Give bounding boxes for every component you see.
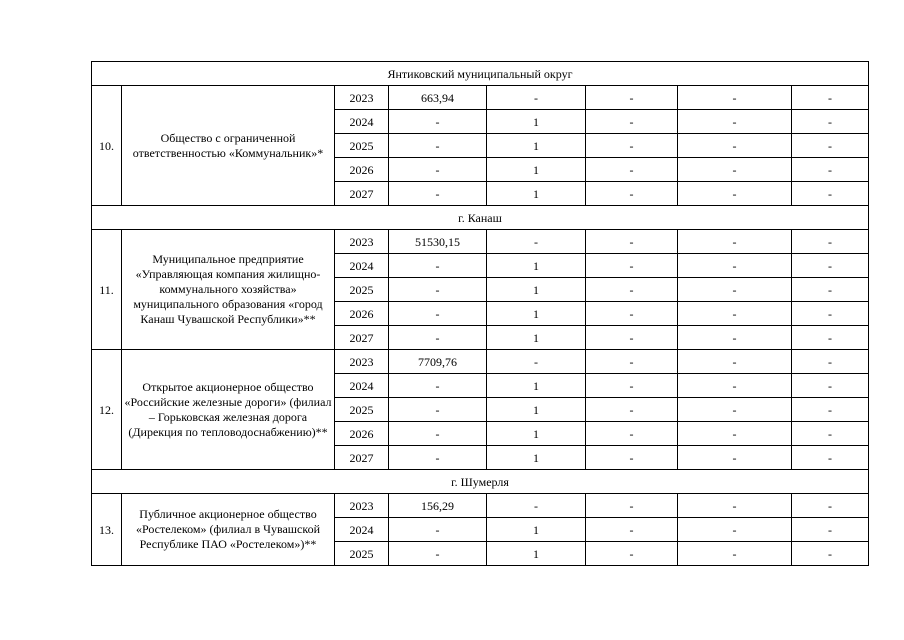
value-col-5: - — [792, 302, 869, 326]
value-col-5: - — [792, 110, 869, 134]
value-col-2: 1 — [487, 374, 586, 398]
value-col-2: 1 — [487, 446, 586, 470]
value-col-1: 663,94 — [389, 86, 487, 110]
row-number: 12. — [92, 350, 122, 470]
row-number: 13. — [92, 494, 122, 566]
value-col-2: - — [487, 350, 586, 374]
year-cell: 2026 — [335, 302, 389, 326]
year-cell: 2025 — [335, 278, 389, 302]
value-col-4: - — [678, 86, 792, 110]
year-cell: 2025 — [335, 542, 389, 566]
section-header-row — [92, 62, 869, 86]
year-cell: 2024 — [335, 374, 389, 398]
value-col-2: 1 — [487, 326, 586, 350]
year-cell: 2027 — [335, 446, 389, 470]
value-col-3: - — [586, 110, 678, 134]
year-cell: 2023 — [335, 350, 389, 374]
value-col-5: - — [792, 158, 869, 182]
value-col-2: 1 — [487, 422, 586, 446]
value-col-5: - — [792, 134, 869, 158]
value-col-2: 1 — [487, 110, 586, 134]
value-col-2: 1 — [487, 542, 586, 566]
year-cell: 2027 — [335, 182, 389, 206]
value-col-2: 1 — [487, 398, 586, 422]
table-row — [92, 350, 869, 374]
organization-name: Публичное акционерное общество «Ростелеком» (филиал в Чувашской Республике ПАО «Ростелеком»)** — [122, 494, 335, 566]
value-col-3: - — [586, 302, 678, 326]
value-col-5: - — [792, 350, 869, 374]
value-col-1: - — [389, 302, 487, 326]
value-col-5: - — [792, 374, 869, 398]
section-header-row — [92, 470, 869, 494]
section-title: г. Канаш — [92, 206, 869, 230]
value-col-5: - — [792, 278, 869, 302]
value-col-1: - — [389, 254, 487, 278]
section-title: г. Шумерля — [92, 470, 869, 494]
value-col-1: - — [389, 542, 487, 566]
value-col-3: - — [586, 230, 678, 254]
value-col-1: - — [389, 422, 487, 446]
value-col-2: 1 — [487, 278, 586, 302]
value-col-2: - — [487, 230, 586, 254]
value-col-3: - — [586, 374, 678, 398]
value-col-3: - — [586, 542, 678, 566]
table-row — [92, 86, 869, 110]
value-col-4: - — [678, 374, 792, 398]
value-col-3: - — [586, 518, 678, 542]
value-col-5: - — [792, 86, 869, 110]
value-col-4: - — [678, 134, 792, 158]
value-col-1: 7709,76 — [389, 350, 487, 374]
value-col-2: 1 — [487, 158, 586, 182]
value-col-3: - — [586, 350, 678, 374]
organization-name: Муниципальное предприятие «Управляющая компания жилищно-коммунального хозяйства» муниципального образования «город Канаш Чувашской Республики»** — [122, 230, 335, 350]
value-col-1: - — [389, 134, 487, 158]
section-title: Янтиковский муниципальный округ — [92, 62, 869, 86]
value-col-5: - — [792, 254, 869, 278]
organization-name: Общество с ограниченной ответственностью «Коммунальник»* — [122, 86, 335, 206]
section-header-row — [92, 206, 869, 230]
value-col-3: - — [586, 446, 678, 470]
value-col-4: - — [678, 182, 792, 206]
year-cell: 2026 — [335, 422, 389, 446]
value-col-2: 1 — [487, 302, 586, 326]
value-col-4: - — [678, 326, 792, 350]
year-cell: 2024 — [335, 518, 389, 542]
year-cell: 2024 — [335, 254, 389, 278]
value-col-5: - — [792, 494, 869, 518]
value-col-4: - — [678, 110, 792, 134]
year-cell: 2024 — [335, 110, 389, 134]
table-row — [92, 230, 869, 254]
tariff-table — [91, 61, 869, 566]
value-col-1: - — [389, 326, 487, 350]
value-col-3: - — [586, 134, 678, 158]
value-col-4: - — [678, 278, 792, 302]
value-col-1: 156,29 — [389, 494, 487, 518]
value-col-1: - — [389, 374, 487, 398]
table-body — [92, 62, 869, 566]
value-col-4: - — [678, 542, 792, 566]
value-col-4: - — [678, 230, 792, 254]
value-col-3: - — [586, 422, 678, 446]
value-col-4: - — [678, 494, 792, 518]
value-col-2: 1 — [487, 182, 586, 206]
value-col-3: - — [586, 278, 678, 302]
value-col-4: - — [678, 518, 792, 542]
value-col-4: - — [678, 158, 792, 182]
value-col-1: - — [389, 182, 487, 206]
row-number: 11. — [92, 230, 122, 350]
value-col-1: - — [389, 398, 487, 422]
table-row — [92, 494, 869, 518]
value-col-3: - — [586, 158, 678, 182]
value-col-3: - — [586, 182, 678, 206]
value-col-2: 1 — [487, 254, 586, 278]
value-col-5: - — [792, 230, 869, 254]
value-col-1: - — [389, 278, 487, 302]
value-col-5: - — [792, 398, 869, 422]
year-cell: 2025 — [335, 134, 389, 158]
value-col-1: - — [389, 446, 487, 470]
value-col-5: - — [792, 422, 869, 446]
value-col-4: - — [678, 302, 792, 326]
value-col-1: 51530,15 — [389, 230, 487, 254]
value-col-1: - — [389, 110, 487, 134]
value-col-3: - — [586, 494, 678, 518]
value-col-5: - — [792, 326, 869, 350]
value-col-3: - — [586, 86, 678, 110]
value-col-2: 1 — [487, 518, 586, 542]
year-cell: 2027 — [335, 326, 389, 350]
value-col-5: - — [792, 182, 869, 206]
value-col-2: - — [487, 494, 586, 518]
value-col-3: - — [586, 398, 678, 422]
year-cell: 2023 — [335, 494, 389, 518]
value-col-3: - — [586, 254, 678, 278]
year-cell: 2026 — [335, 158, 389, 182]
value-col-2: - — [487, 86, 586, 110]
value-col-5: - — [792, 542, 869, 566]
value-col-4: - — [678, 398, 792, 422]
value-col-1: - — [389, 158, 487, 182]
value-col-5: - — [792, 446, 869, 470]
value-col-4: - — [678, 254, 792, 278]
row-number: 10. — [92, 86, 122, 206]
year-cell: 2023 — [335, 230, 389, 254]
organization-name: Открытое акционерное общество «Российские железные дороги» (филиал – Горьковская железная дорога (Дирекция по тепловодоснабжению)** — [122, 350, 335, 470]
value-col-3: - — [586, 326, 678, 350]
value-col-4: - — [678, 350, 792, 374]
value-col-4: - — [678, 446, 792, 470]
value-col-1: - — [389, 518, 487, 542]
value-col-4: - — [678, 422, 792, 446]
value-col-5: - — [792, 518, 869, 542]
year-cell: 2025 — [335, 398, 389, 422]
year-cell: 2023 — [335, 86, 389, 110]
value-col-2: 1 — [487, 134, 586, 158]
